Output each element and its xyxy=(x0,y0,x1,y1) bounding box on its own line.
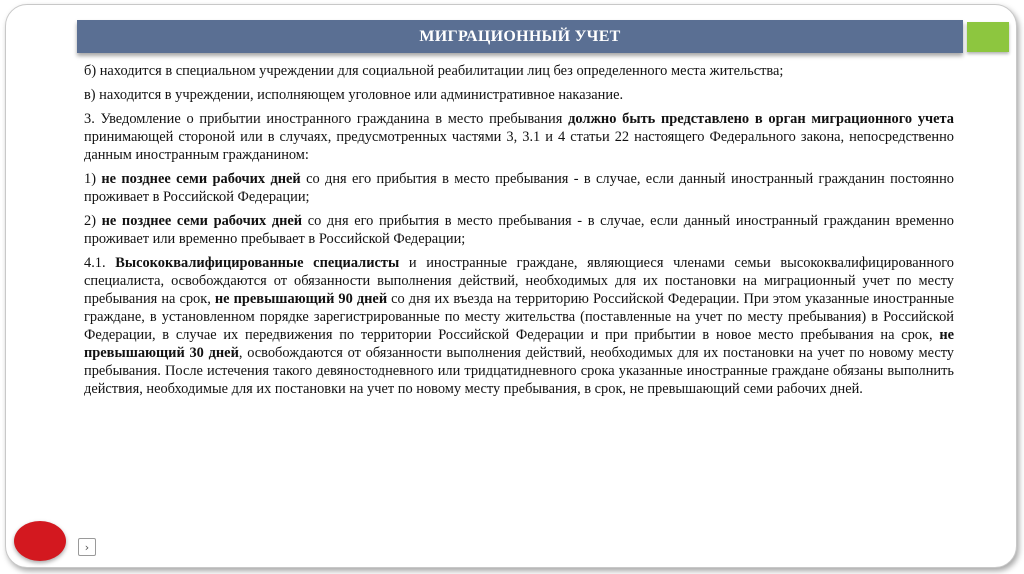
paragraph-4-1-text-e: со дня их въезда на территорию Российской Федерации. При этом указанные иностранные граждане, в установленном порядке зарегистрированные по месту жительства (поставленные на учет по месту пребывания) в Российской Федерации, в случае их передвижения по территории Российской Федерации и при прибытии в новое место пребывания на срок, xyxy=(84,291,954,343)
paragraph-3-text-a: 3. Уведомление о прибытии иностранного гражданина в место пребывания xyxy=(84,111,569,127)
paragraph-2-text: со дня его прибытия в место пребывания - в случае, если данный иностранный гражданин временно проживает или временно пребывает в Российской Федерации; xyxy=(84,213,954,247)
accent-square xyxy=(967,22,1009,52)
paragraph-2-bold: не позднее семи рабочих дней xyxy=(101,213,303,229)
paragraph-1 xyxy=(84,170,954,206)
chevron-right-icon: › xyxy=(84,540,90,554)
paragraph-4-1-text-c: и иностранные граждане, являющиеся членами семьи высококвалифицированного специалиста, освобождаются от обязанности выполнения действий, необходимых для их постановки на миграционный учет по месту пребывания на срок, xyxy=(84,255,955,307)
next-slide-button[interactable] xyxy=(78,538,96,556)
paragraph-3 xyxy=(84,110,954,164)
paragraph-4-1-number: 4.1. xyxy=(84,255,116,271)
red-oval-decoration xyxy=(14,521,66,561)
paragraph-2 xyxy=(84,212,954,248)
paragraph-4-1-bold-f: не превышающий 30 дней xyxy=(84,327,954,361)
paragraph-1-text: со дня его прибытия в место пребывания - в случае, если данный иностранный гражданин постоянно проживает в Российской Федерации; xyxy=(84,171,954,205)
paragraph-4-1-bold-d: не превышающий 90 дней xyxy=(214,291,388,307)
paragraph-4-1 xyxy=(84,254,954,398)
paragraph-2-number: 2) xyxy=(84,213,102,229)
paragraph-1-bold: не позднее семи рабочих дней xyxy=(101,171,301,187)
paragraph-v xyxy=(84,86,954,104)
title-bar xyxy=(77,20,963,53)
slide-content xyxy=(84,62,954,404)
paragraph-4-1-bold-a: Высококвалифицированные специалисты xyxy=(115,255,400,271)
paragraph-3-bold: должно быть представлено в орган миграционного учета xyxy=(568,111,954,127)
paragraph-v-text: в) находится в учреждении, исполняющем уголовное или административное наказание. xyxy=(84,87,624,103)
paragraph-b-text: б) находится в специальном учреждении для социальной реабилитации лиц без определенного места жительства; xyxy=(84,63,784,79)
paragraph-4-1-text-g: , освобождаются от обязанности выполнения действий, необходимых для их постановки на учет по новому месту пребывания. После истечения такого девяностодневного или тридцатидневного срока указанные иностранные граждане обязаны выполнить действия, необходимые для их постановки на учет по новому месту пребывания, в срок, не превышающий семи рабочих дней. xyxy=(84,345,955,397)
paragraph-3-text-c: принимающей стороной или в случаях, предусмотренных частями 3, 3.1 и 4 статьи 22 настоящего Федерального закона, непосредственно данным иностранным гражданином: xyxy=(84,129,954,163)
slide-title: МИГРАЦИОННЫЙ УЧЕТ xyxy=(419,27,621,45)
paragraph-1-number: 1) xyxy=(84,171,102,187)
paragraph-b xyxy=(84,62,954,80)
